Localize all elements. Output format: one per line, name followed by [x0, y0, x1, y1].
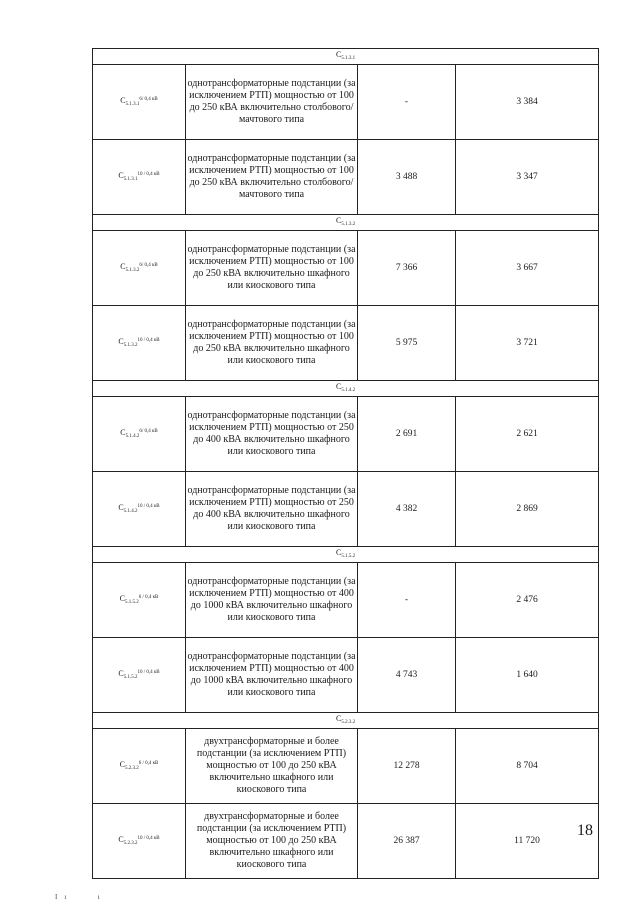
group-header-row	[93, 215, 599, 231]
rate-code	[93, 306, 186, 381]
rate-value-2: 3 347	[456, 140, 599, 215]
code-base: C	[118, 834, 124, 844]
code-subscript: 5.2.3.2	[124, 765, 139, 771]
rate-code	[93, 65, 186, 140]
code-subscript: 5.2.3.2	[341, 719, 356, 725]
code-subscript: 5.1.4.2	[125, 433, 140, 439]
rate-value-1: -	[358, 65, 456, 140]
rate-code	[93, 563, 186, 638]
substation-description: однотрансформаторные подстанции (за исключением РТП) мощностью от 100 до 250 кВА включительно столбового/мачтового типа	[186, 140, 358, 215]
rate-value-1: 5 975	[358, 306, 456, 381]
code-base: C	[120, 427, 126, 437]
code-base: C	[335, 713, 342, 723]
substation-description: однотрансформаторные подстанции (за исключением РТП) мощностью от 250 до 400 кВА включительно шкафного или киоскового типа	[186, 397, 358, 472]
table-row	[93, 472, 599, 547]
group-code	[93, 215, 599, 231]
table-row	[93, 638, 599, 713]
group-header-row	[93, 547, 599, 563]
rate-value-1: 4 743	[358, 638, 456, 713]
code-base: C	[118, 502, 124, 512]
rate-value-2: 2 621	[456, 397, 599, 472]
group-header-row	[93, 381, 599, 397]
substation-description: однотрансформаторные подстанции (за исключением РТП) мощностью от 100 до 250 кВА включительно шкафного или киоскового типа	[186, 231, 358, 306]
tariff-table	[92, 48, 599, 879]
code-subscript: 5.1.5.2	[124, 599, 139, 605]
code-base: C	[335, 381, 342, 391]
rate-code	[93, 729, 186, 804]
code-base: C	[118, 170, 124, 180]
rate-value-2: 1 640	[456, 638, 599, 713]
rate-value-2: 3 721	[456, 306, 599, 381]
code-base: C	[119, 759, 125, 769]
rate-value-1: 3 488	[358, 140, 456, 215]
code-base: C	[335, 49, 342, 59]
rate-value-1: 7 366	[358, 231, 456, 306]
substation-description: однотрансформаторные подстанции (за исключением РТП) мощностью от 400 до 1000 кВА включительно шкафного или киоскового типа	[186, 638, 358, 713]
code-voltage: 6 / 0,4 кВ	[138, 760, 159, 766]
group-code	[93, 381, 599, 397]
substation-description: двухтрансформаторные и более подстанции (за исключением РТП) мощностью от 100 до 250 кВА включительно шкафного или киоскового типа	[186, 804, 358, 879]
code-base: C	[335, 215, 342, 225]
rate-value-2: 3 384	[456, 65, 599, 140]
code-subscript: 5.1.4.2	[341, 387, 356, 393]
group-code	[93, 713, 599, 729]
code-voltage: 6/ 0,4 кВ	[139, 96, 158, 102]
code-base: C	[120, 95, 126, 105]
rate-value-2: 11 720	[456, 804, 599, 879]
code-base: C	[118, 668, 124, 678]
rate-code	[93, 804, 186, 879]
code-base: C	[119, 593, 125, 603]
code-voltage: 6/ 0,4 кВ	[139, 428, 158, 434]
code-subscript: 5.1.4.2	[123, 508, 138, 514]
rate-code	[93, 140, 186, 215]
rate-value-1: -	[358, 563, 456, 638]
table-row	[93, 397, 599, 472]
code-voltage: 10 / 0,4 кВ	[137, 337, 160, 343]
substation-description: однотрансформаторные подстанции (за исключением РТП) мощностью от 100 до 250 кВА включительно столбового/мачтового типа	[186, 65, 358, 140]
table-row	[93, 729, 599, 804]
substation-description: однотрансформаторные подстанции (за исключением РТП) мощностью от 400 до 1000 кВА включительно шкафного или киоскового типа	[186, 563, 358, 638]
substation-description: однотрансформаторные подстанции (за исключением РТП) мощностью от 250 до 400 кВА включительно шкафного или киоскового типа	[186, 472, 358, 547]
rate-value-2: 2 476	[456, 563, 599, 638]
rate-value-2: 2 869	[456, 472, 599, 547]
code-voltage: 6 / 0,4 кВ	[138, 594, 159, 600]
code-subscript: 5.1.3.2	[341, 221, 356, 227]
group-code	[93, 49, 599, 65]
code-voltage: 10 / 0,4 кВ	[137, 503, 160, 509]
rate-value-1: 26 387	[358, 804, 456, 879]
table-row	[93, 231, 599, 306]
substation-description: двухтрансформаторные и более подстанции (за исключением РТП) мощностью от 100 до 250 кВА включительно шкафного или киоскового типа	[186, 729, 358, 804]
rate-value-2: 3 667	[456, 231, 599, 306]
code-base: C	[120, 261, 126, 271]
group-header-row	[93, 713, 599, 729]
rate-code	[93, 472, 186, 547]
table-row	[93, 563, 599, 638]
group-code	[93, 547, 599, 563]
table-row	[93, 65, 599, 140]
code-subscript: 5.1.3.1	[125, 101, 140, 107]
rate-code	[93, 231, 186, 306]
code-subscript: 5.1.5.2	[123, 674, 138, 680]
group-header-row	[93, 49, 599, 65]
tariff-table-body	[93, 49, 599, 879]
code-subscript: 5.1.5.2	[341, 553, 356, 559]
rate-value-1: 2 691	[358, 397, 456, 472]
code-subscript: 5.1.3.1	[123, 176, 138, 182]
rate-value-1: 12 278	[358, 729, 456, 804]
code-voltage: 10 / 0,4 кВ	[137, 171, 160, 177]
code-voltage: 6/ 0,4 кВ	[139, 262, 158, 268]
code-subscript: 5.2.3.2	[123, 840, 138, 846]
code-voltage: 10 / 0,4 кВ	[137, 669, 160, 675]
rate-code	[93, 397, 186, 472]
rate-value-1: 4 382	[358, 472, 456, 547]
rate-value-2: 8 704	[456, 729, 599, 804]
code-subscript: 5.1.3.2	[125, 267, 140, 273]
rate-code	[93, 638, 186, 713]
table-row	[93, 306, 599, 381]
code-voltage: 10 / 0,4 кВ	[137, 835, 160, 841]
page-number: 18	[577, 822, 593, 839]
substation-description: однотрансформаторные подстанции (за исключением РТП) мощностью от 100 до 250 кВА включительно шкафного или киоскового типа	[186, 306, 358, 381]
code-base: C	[335, 547, 342, 557]
scan-marks: I ı ı	[55, 893, 100, 901]
code-subscript: 5.1.3.1	[341, 55, 356, 61]
code-base: C	[118, 336, 124, 346]
table-row	[93, 140, 599, 215]
code-subscript: 5.1.3.2	[123, 342, 138, 348]
table-row	[93, 804, 599, 879]
